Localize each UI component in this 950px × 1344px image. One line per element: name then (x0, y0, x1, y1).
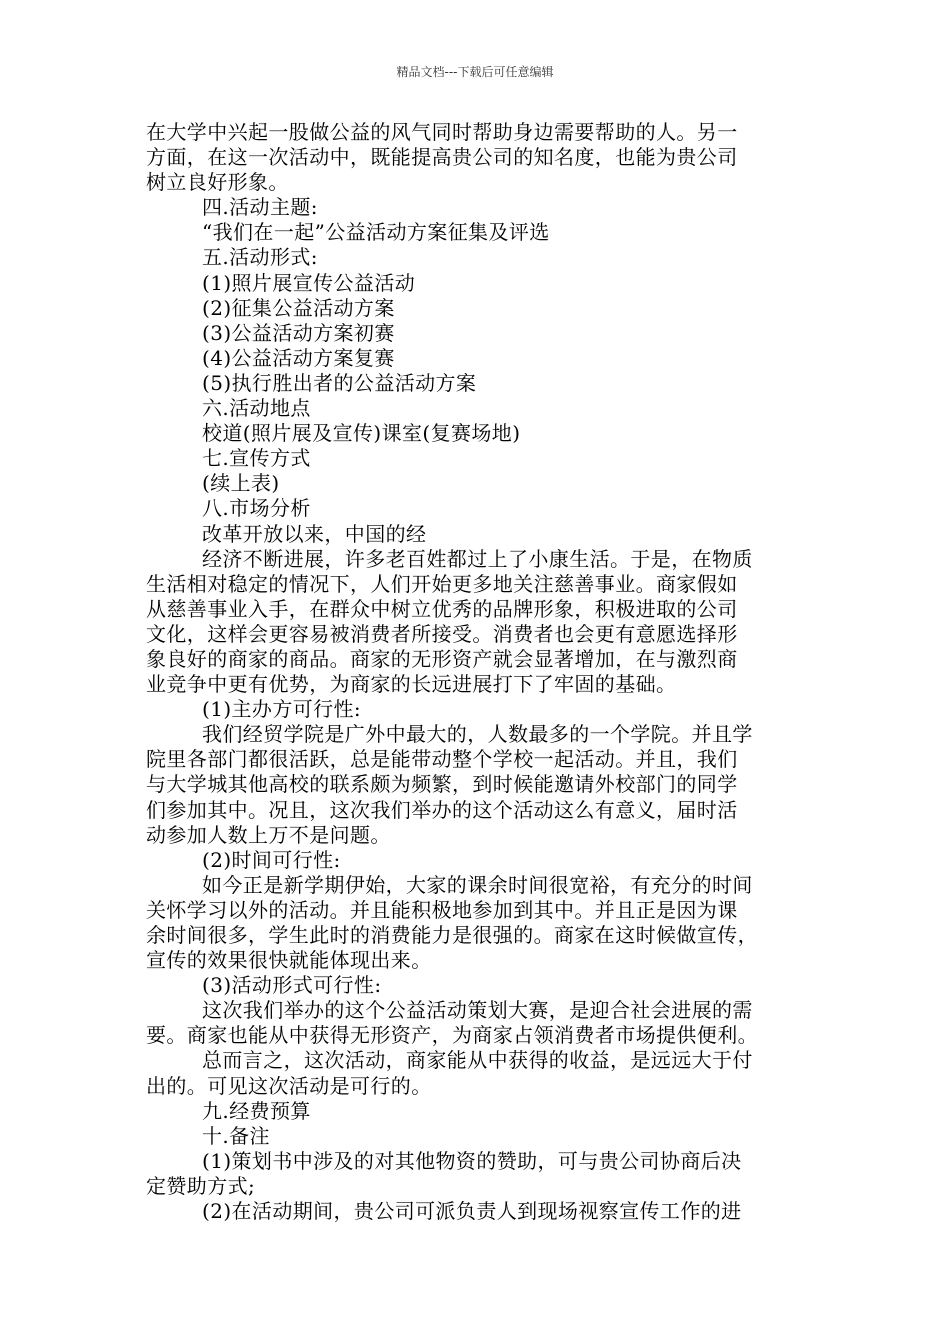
document-line: (1)主办方可行性: (202, 697, 362, 722)
document-line: 我们经贸学院是广外中最大的，人数最多的一个学院。并且学 (202, 722, 753, 747)
document-line: “我们在一起”公益活动方案征集及评选 (202, 220, 550, 245)
document-line: (2)在活动期间，贵公司可派负责人到现场视察宣传工作的进 (202, 1199, 742, 1224)
document-line: 校道(照片展及宣传)课室(复赛场地) (202, 421, 521, 446)
document-line: 经济不断进展，许多老百姓都过上了小康生活。于是，在物质 (202, 546, 753, 571)
document-line: 院里各部门都很活跃，总是能带动整个学校一起活动。并且，我们 (146, 747, 738, 772)
document-line: 七.宣传方式 (202, 446, 311, 471)
document-line: (3)公益活动方案初赛 (202, 320, 395, 345)
document-line: 从慈善事业入手，在群众中树立优秀的品牌形象，积极进取的公司 (146, 596, 738, 621)
document-line: (4)公益活动方案复赛 (202, 345, 395, 370)
document-line: 动参加人数上万不是问题。 (146, 822, 391, 847)
document-line: 在大学中兴起一股做公益的风气同时帮助身边需要帮助的人。另一 (146, 120, 738, 144)
document-line: 象良好的商家的商品。商家的无形资产就会显著增加，在与激烈商 (146, 646, 738, 671)
document-line: (3)活动形式可行性: (202, 973, 382, 998)
document-line: 余时间很多，学生此时的消费能力是很强的。商家在这时候做宣传， (146, 923, 758, 947)
document-line: 九.经费预算 (202, 1098, 311, 1123)
document-line: 生活相对稳定的情况下，人们开始更多地关注慈善事业。商家假如 (146, 571, 738, 596)
document-line: 改革开放以来，中国的经 (202, 521, 427, 546)
document-line: 出的。可见这次活动是可行的。 (146, 1073, 432, 1098)
document-line: 方面，在这一次活动中，既能提高贵公司的知名度，也能为贵公司 (146, 145, 738, 170)
document-line: (1)策划书中涉及的对其他物资的赞助，可与贵公司协商后决 (202, 1148, 742, 1173)
document-line: 八.市场分析 (202, 496, 311, 521)
document-line: 文化，这样会更容易被消费者所接受。消费者也会更有意愿选择形 (146, 621, 738, 646)
document-line: 关怀学习以外的活动。并且能积极地参加到其中。并且正是因为课 (146, 897, 738, 922)
document-line: 业竞争中更有优势，为商家的长远进展打下了牢固的基础。 (146, 672, 677, 697)
document-line: 树立良好形象。 (146, 170, 289, 195)
document-line: 宣传的效果很快就能体现出来。 (146, 948, 432, 973)
document-line: (续上表) (202, 471, 280, 496)
document-line: 十.备注 (202, 1123, 270, 1148)
document-line: 总而言之，这次活动，商家能从中获得的收益，是远远大于付 (202, 1048, 753, 1073)
document-line: 六.活动地点 (202, 396, 311, 421)
document-line: 们参加其中。况且，这次我们举办的这个活动这么有意义，届时活 (146, 797, 738, 822)
document-line: 定赞助方式; (146, 1173, 256, 1198)
document-line: 这次我们举办的这个公益活动策划大赛，是迎合社会进展的需 (202, 998, 753, 1023)
document-line: (2)征集公益活动方案 (202, 295, 395, 320)
page-header: 精品文档---下载后可任意编辑 (396, 65, 554, 79)
document-body (146, 120, 814, 1224)
document-line: 四.活动主题: (202, 195, 318, 220)
document-line: (5)执行胜出者的公益活动方案 (202, 370, 477, 395)
document-line: 五.活动形式: (202, 245, 318, 270)
document-line: 如今正是新学期伊始，大家的课余时间很宽裕，有充分的时间 (202, 872, 753, 897)
document-line: (1)照片展宣传公益活动 (202, 270, 416, 295)
document-line: (2)时间可行性: (202, 847, 341, 872)
document-line: 要。商家也能从中获得无形资产，为商家占领消费者市场提供便利。 (146, 1023, 758, 1048)
document-line: 与大学城其他高校的联系颇为频繁，到时候能邀请外校部门的同学 (146, 772, 738, 797)
